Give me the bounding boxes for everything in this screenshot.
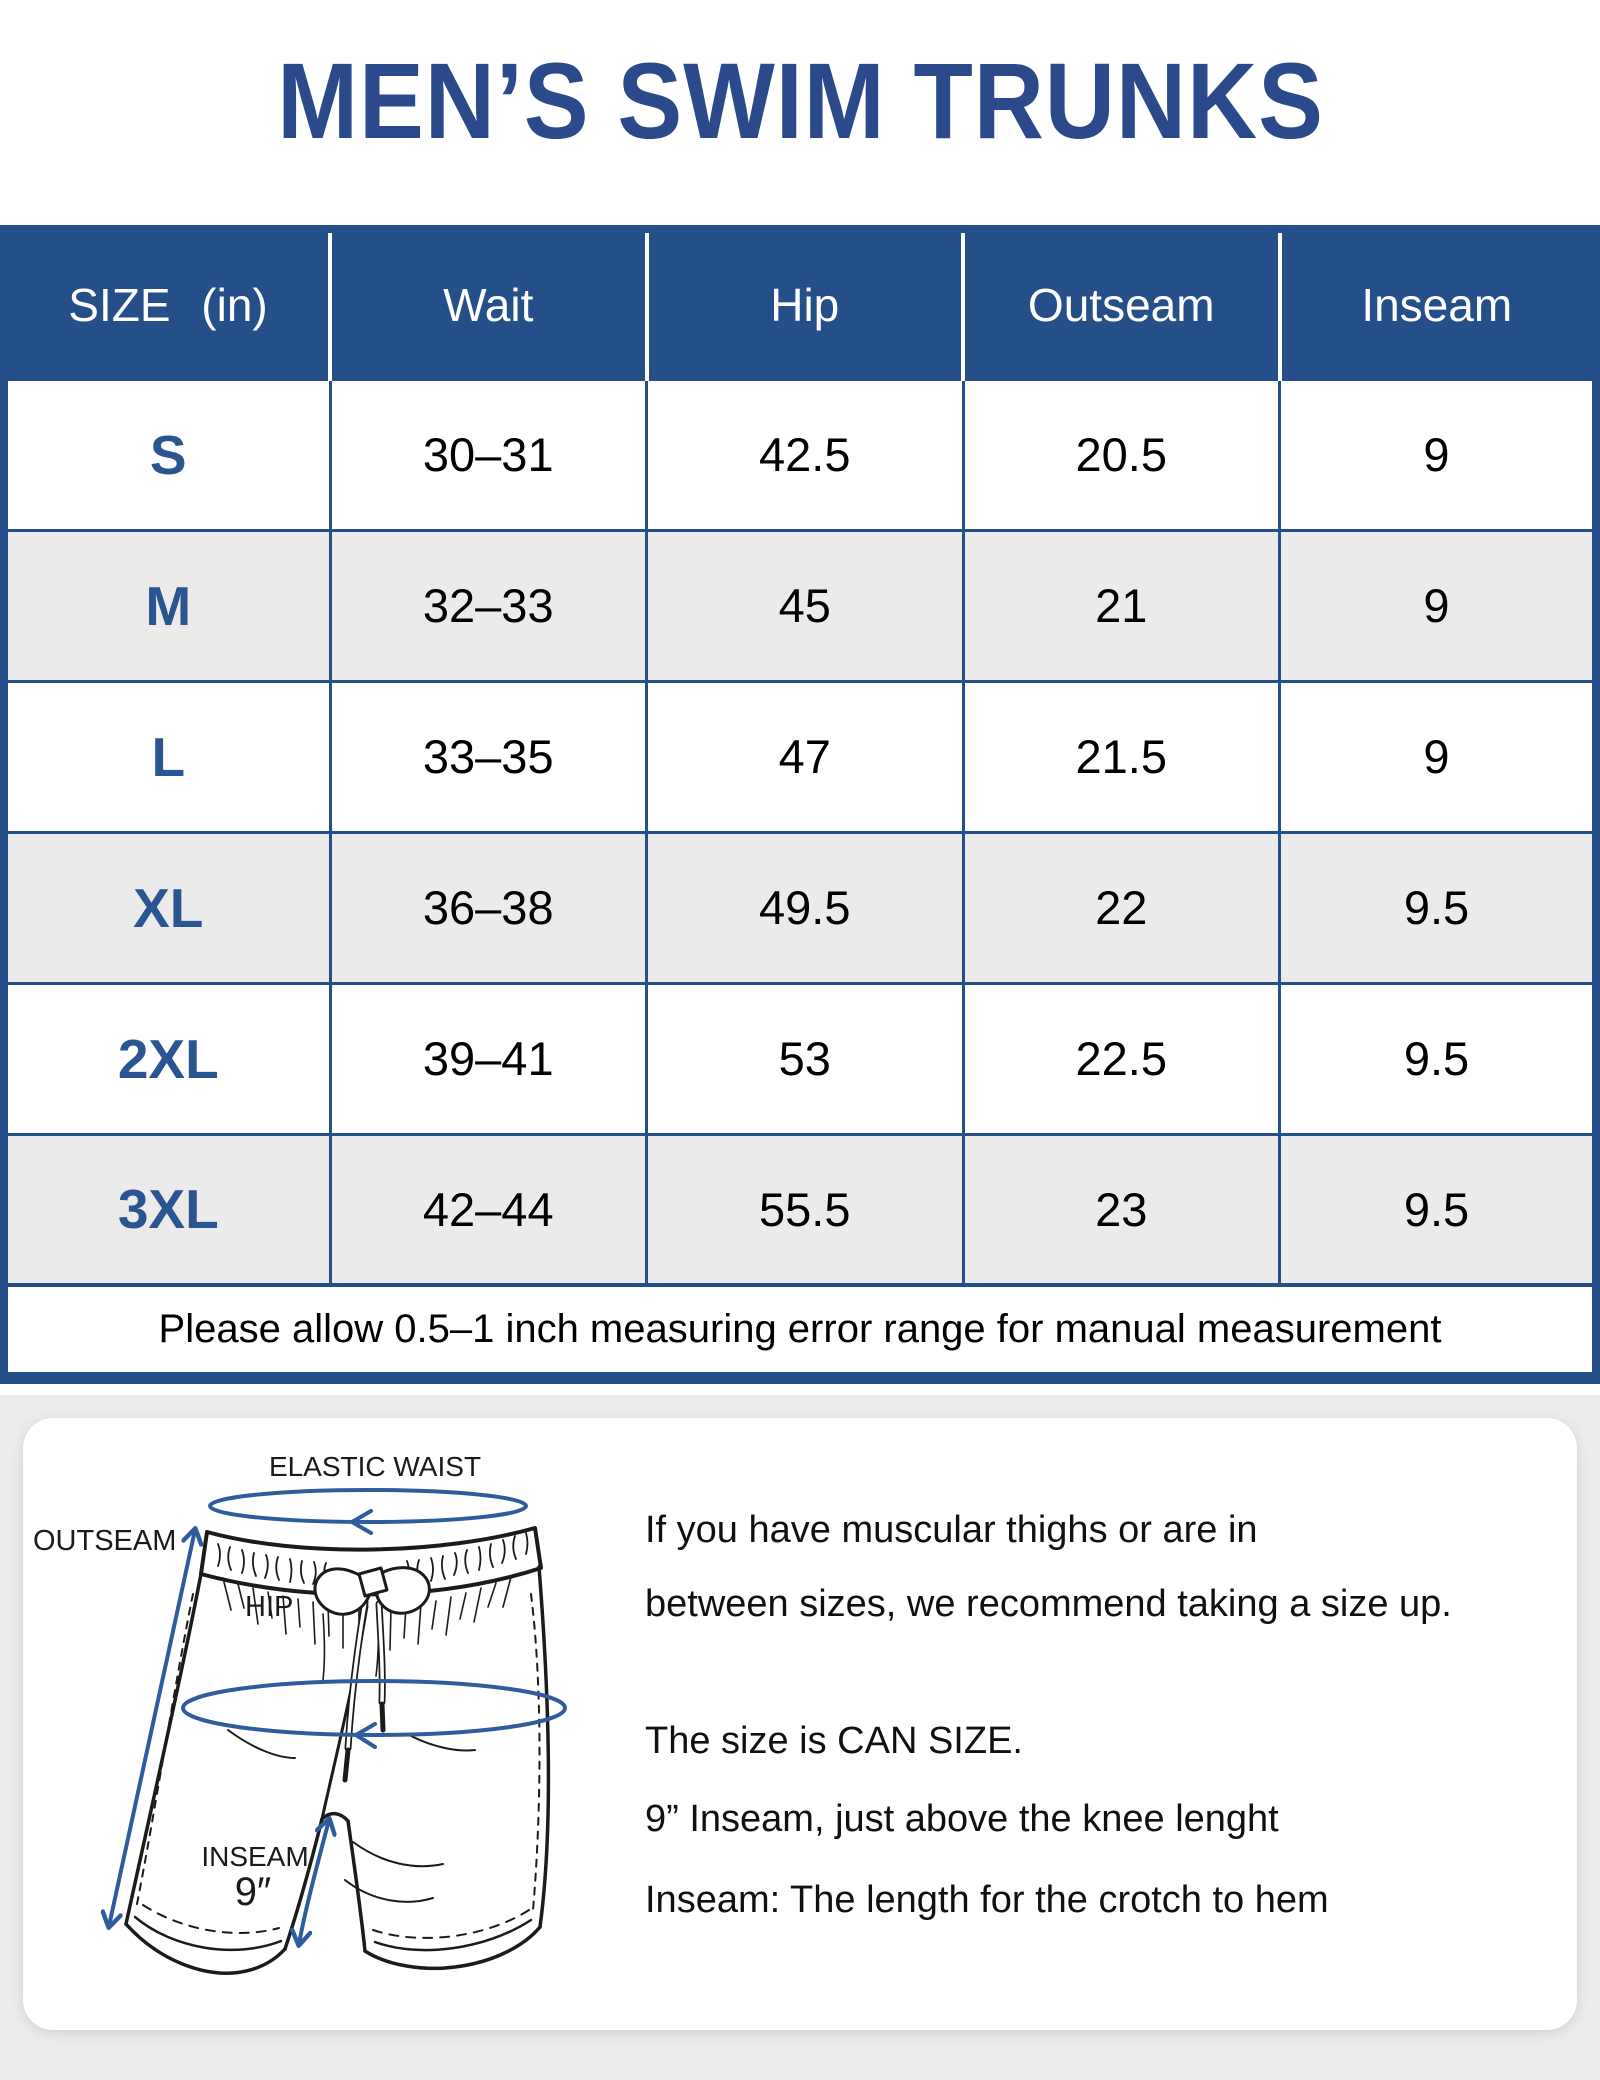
col-header-hip: Hip [647, 229, 964, 379]
waist-cell: 32–33 [330, 530, 647, 681]
sketch-ink [126, 1528, 548, 1973]
col-header-waist: Wait [330, 229, 647, 379]
inseam-cell: 9 [1280, 681, 1597, 832]
size-chart-table [0, 225, 1600, 1384]
hip-label: HIP [245, 1591, 294, 1623]
hip-cell: 55.5 [647, 1134, 964, 1285]
table-row-3xl [4, 1134, 1596, 1285]
hip-cell: 47 [647, 681, 964, 832]
page-title [0, 40, 1600, 161]
info-line: Inseam: The length for the crotch to hem [645, 1879, 1329, 1921]
size-cell: XL [4, 832, 330, 983]
fit-advice-text [645, 1418, 1560, 2030]
outseam-cell: 20.5 [963, 379, 1280, 530]
waist-cell: 30–31 [330, 379, 647, 530]
hip-cell: 53 [647, 983, 964, 1134]
outseam-cell: 22 [963, 832, 1280, 983]
right-inner-seam [348, 1821, 365, 1951]
swim-trunks-sketch [23, 1418, 683, 2030]
note-row [4, 1285, 1596, 1378]
elastic-waist-label: ELASTIC WAIST [268, 1451, 482, 1482]
inseam-value-label: 9″ [234, 1870, 272, 1914]
right-outer-seam [539, 1567, 548, 1927]
hip-cell: 42.5 [647, 379, 964, 530]
info-card [23, 1418, 1577, 2030]
outseam-cell: 21.5 [963, 681, 1280, 832]
left-hem-opening [135, 1917, 281, 1950]
inseam-cell: 9.5 [1280, 832, 1597, 983]
outseam-label: OUTSEAM [33, 1525, 177, 1557]
info-line: If you have muscular thighs or are in [645, 1509, 1258, 1551]
left-outer-seam [126, 1574, 201, 1924]
size-cell: 3XL [4, 1134, 330, 1285]
info-line: The size is CAN SIZE. [645, 1720, 1023, 1762]
waist-measure-ellipse [210, 1490, 526, 1522]
size-cell: 2XL [4, 983, 330, 1134]
inseam-cell: 9.5 [1280, 983, 1597, 1134]
waist-cell: 36–38 [330, 832, 647, 983]
inseam-cell: 9 [1280, 530, 1597, 681]
waist-cell: 42–44 [330, 1134, 647, 1285]
inseam-cell: 9.5 [1280, 1134, 1597, 1285]
inseam-arrow [299, 1820, 329, 1944]
size-cell: M [4, 530, 330, 681]
waist-cell: 39–41 [330, 983, 647, 1134]
measuring-note: Please allow 0.5–1 inch measuring error range for manual measurement [4, 1285, 1596, 1378]
table-row-m [4, 530, 1596, 681]
waist-cell: 33–35 [330, 681, 647, 832]
header-row [4, 229, 1596, 379]
info-line: 9” Inseam, just above the knee lenght [645, 1798, 1279, 1840]
outseam-cell: 22.5 [963, 983, 1280, 1134]
crotch-seam [322, 1814, 348, 1821]
drawstring-knot [359, 1568, 387, 1596]
table-row-2xl [4, 983, 1596, 1134]
col-header-inseam: Inseam [1280, 229, 1597, 379]
table-row-s [4, 379, 1596, 530]
outseam-cell: 23 [963, 1134, 1280, 1285]
outseam-cell: 21 [963, 530, 1280, 681]
table-row-l [4, 681, 1596, 832]
info-line: between sizes, we recommend taking a size up. [645, 1583, 1452, 1625]
hip-measure-ellipse [183, 1681, 565, 1735]
inseam-cell: 9 [1280, 379, 1597, 530]
outseam-arrow [109, 1530, 195, 1926]
size-cell: L [4, 681, 330, 832]
page-title-text: MEN’S SWIM TRUNKS [276, 40, 1324, 161]
inseam-label: INSEAM [201, 1841, 309, 1872]
size-cell: S [4, 379, 330, 530]
right-side-stitch [531, 1594, 540, 1910]
table-row-xl [4, 832, 1596, 983]
col-header-size: SIZE (in) [4, 229, 330, 379]
hip-cell: 49.5 [647, 832, 964, 983]
hip-cell: 45 [647, 530, 964, 681]
col-header-outseam: Outseam [963, 229, 1280, 379]
bottom-section [0, 1395, 1600, 2080]
